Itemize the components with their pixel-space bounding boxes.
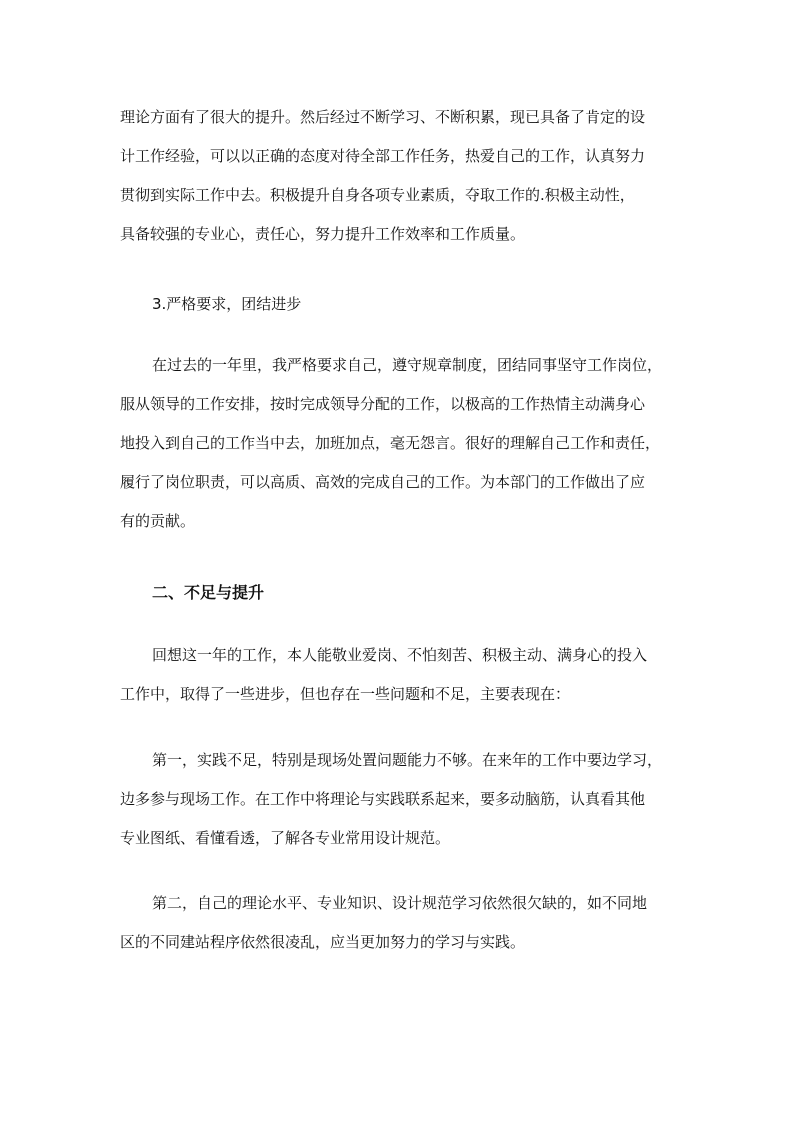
text-line: 回想这一年的工作，本人能敬业爱岗、不怕刻苦、积极主动、满身心的投入: [152, 646, 648, 664]
paragraph-year-review: [120, 636, 695, 714]
text-line: 工作中，取得了一些进步，但也存在一些问题和不足，主要表现在：: [120, 685, 571, 703]
text-line: 服从领导的工作安排，按时完成领导分配的工作，以极高的工作热情主动满身心: [120, 395, 646, 413]
text-line: 专业图纸、看懂看透，了解各专业常用设计规范。: [120, 829, 451, 847]
paragraph-design-experience: [120, 98, 695, 254]
text-line: 理论方面有了很大的提升。然后经过不断学习、不断积累，现已具备了肯定的设: [120, 108, 646, 126]
text-line: 边多参与现场工作。在工作中将理论与实践联系起来，要多动脑筋，认真看其他: [120, 790, 646, 808]
text-line: 履行了岗位职责，可以高质、高效的完成自己的工作。为本部门的工作做出了应: [120, 473, 646, 491]
text-line: 具备较强的专业心，责任心，努力提升工作效率和工作质量。: [120, 225, 526, 243]
text-line: 计工作经验，可以以正确的态度对待全部工作任务，热爱自己的工作，认真努力: [120, 147, 646, 165]
subheading-strict-requirements: [120, 285, 695, 324]
section-heading: 二、不足与提升: [152, 583, 265, 602]
text-line: 地投入到自己的工作当中去，加班加点，毫无怨言。很好的理解自己工作和责任，: [120, 434, 661, 452]
text-line: 贯彻到实际工作中去。积极提升自身各项专业素质，夺取工作的.积极主动性，: [120, 186, 635, 204]
text-line: 在过去的一年里，我严格要求自己，遵守规章制度，团结同事坚守工作岗位，: [152, 356, 663, 374]
text-line: 区的不同建站程序依然很凌乱，应当更加努力的学习与实践。: [120, 933, 526, 951]
paragraph-past-year: [120, 346, 695, 541]
text-line: 第一，实践不足，特别是现场处置问题能力不够。在来年的工作中要边学习，: [152, 751, 663, 769]
paragraph-second-point: [120, 884, 695, 962]
text-line: 有的贡献。: [120, 512, 196, 530]
text-line: 第二，自己的理论水平、专业知识、设计规范学习依然很欠缺的，如不同地: [152, 894, 648, 912]
text-line: 3.严格要求，团结进步: [152, 295, 302, 313]
paragraph-first-point: [120, 741, 695, 858]
